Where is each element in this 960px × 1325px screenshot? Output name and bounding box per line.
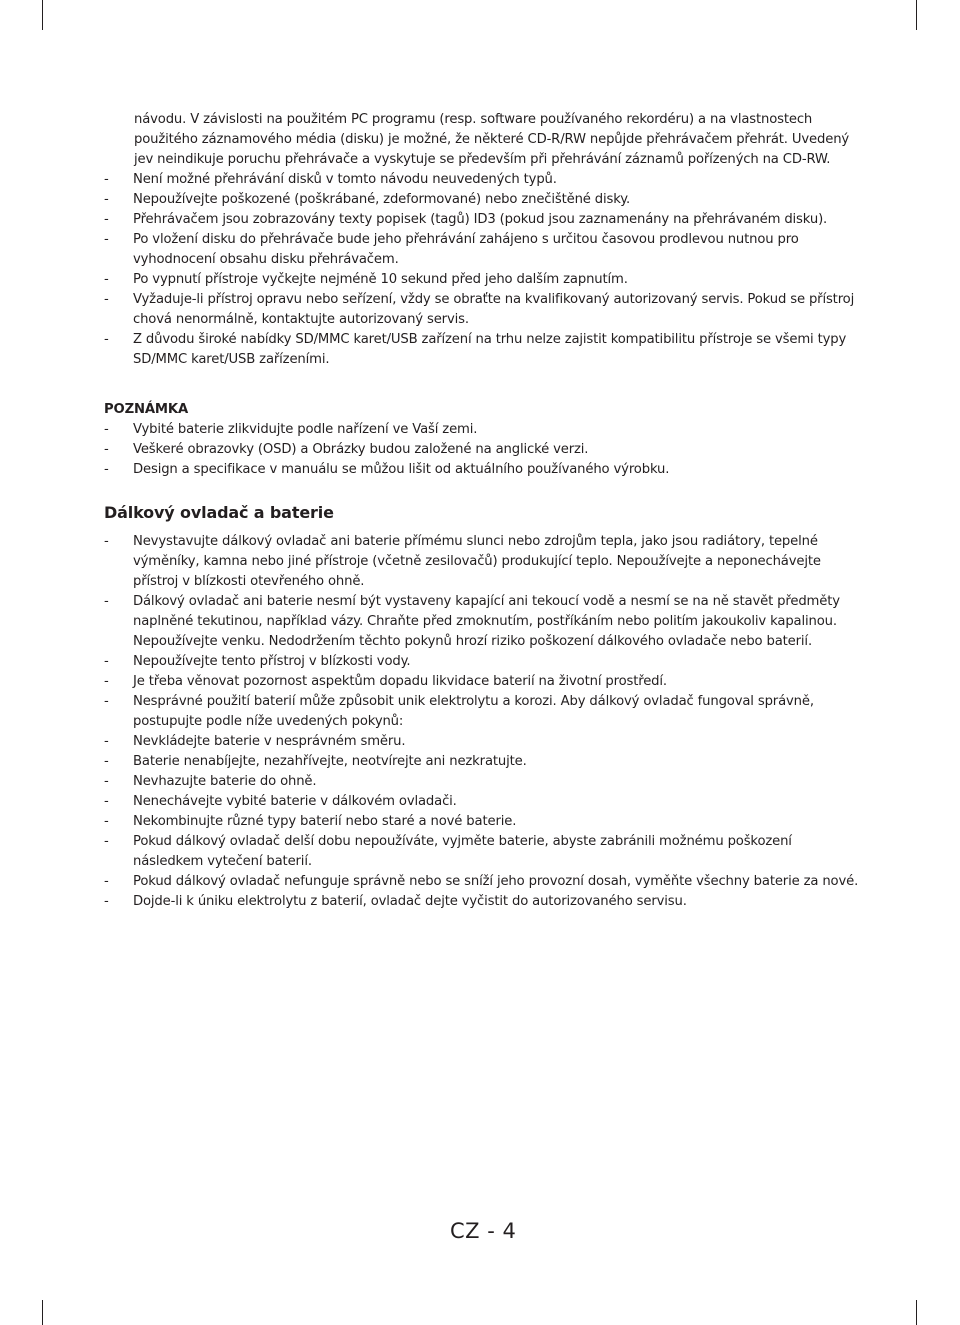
note-heading: POZNÁMKA <box>104 402 189 417</box>
crop-mark-bottom-right <box>916 1300 917 1325</box>
list-item: - Dálkový ovladač ani baterie nesmí být vystaveny kapající ani tekoucí vodě a nesmí se na ně stavět předměty naplněné tekutinou, například vázy. Chraňte před zmoknutím, postříkáním nebo politím jakoukoliv kapalinou. Nepoužívejte venku. Nedodržením těchto pokynů hrozí riziko poškození dálkového ovladače nebo baterií. <box>104 592 864 652</box>
intro-paragraph: návodu. V závislosti na použitém PC programu (resp. software používaného rekordéru) a na vlastnostech použitého záznamového média (disku) je možné, že některé CD-R/RW nepůjde přehrávačem přehrát. Uvedený jev neindikuje poruchu přehrávače a vyskytuje se především při přehrávání záznamů pořízených na CD-RW. <box>134 112 850 167</box>
page-content <box>104 110 864 912</box>
list-item: - Po vložení disku do přehrávače bude jeho přehrávání zahájeno s určitou časovou prodlevou nutnou pro vyhodnocení obsahu disku přehrávačem. <box>104 230 864 270</box>
list-item: - Nevhazujte baterie do ohně. <box>104 772 864 792</box>
list-item: - Nevkládejte baterie v nesprávném směru. <box>104 732 864 752</box>
list-item: - Veškeré obrazovky (OSD) a Obrázky budou založené na anglické verzi. <box>104 440 864 460</box>
list-item: - Z důvodu široké nabídky SD/MMC karet/USB zařízení na trhu nelze zajistit kompatibilitu přístroje se všemi typy SD/MMC karet/USB zařízeními. <box>104 330 864 370</box>
list-item: - Nepoužívejte tento přístroj v blízkosti vody. <box>104 652 864 672</box>
list-item: - Nekombinujte různé typy baterií nebo staré a nové baterie. <box>104 812 864 832</box>
section-heading-remote: Dálkový ovladač a baterie <box>104 503 334 522</box>
list-item: - Nevystavujte dálkový ovladač ani baterie přímému slunci nebo zdrojům tepla, jako jsou radiátory, tepelné výměníky, kamna nebo jiné přístroje (včetně zesilovačů) produkující teplo. Nepoužívejte a neponechávejte přístroj v blízkosti otevřeného ohně. <box>104 532 864 592</box>
page-number: CZ - 4 <box>450 1219 517 1243</box>
list-item: - Nepoužívejte poškozené (poškrábané, zdeformované) nebo znečištěné disky. <box>104 190 864 210</box>
list-item: - Design a specifikace v manuálu se můžou lišit od aktuálního používaného výrobku. <box>104 460 864 480</box>
list-item: - Není možné přehrávání disků v tomto návodu neuvedených typů. <box>104 170 864 190</box>
list-item: - Nesprávné použití baterií může způsobit unik elektrolytu a korozi. Aby dálkový ovladač fungoval správně, postupujte podle níže uvedených pokynů: <box>104 692 864 732</box>
note-list <box>104 420 864 480</box>
list-item: - Baterie nenabíjejte, nezahřívejte, neotvírejte ani nezkratujte. <box>104 752 864 772</box>
remote-list <box>104 532 864 912</box>
crop-mark-bottom-left <box>42 1300 43 1325</box>
list-item: - Nenechávejte vybité baterie v dálkovém ovladači. <box>104 792 864 812</box>
list-item: - Po vypnutí přístroje vyčkejte nejméně 10 sekund před jeho dalším zapnutím. <box>104 270 864 290</box>
intro-list <box>104 170 864 370</box>
list-item: - Dojde-li k úniku elektrolytu z baterií, ovladač dejte vyčistit do autorizovaného servisu. <box>104 892 864 912</box>
list-item: - Vyžaduje-li přístroj opravu nebo seřízení, vždy se obraťte na kvalifikovaný autorizovaný servis. Pokud se přístroj chová nenormálně, kontaktujte autorizovaný servis. <box>104 290 864 330</box>
crop-mark-top-right <box>916 0 917 30</box>
crop-mark-top-left <box>42 0 43 30</box>
list-item: - Vybité baterie zlikvidujte podle nařízení ve Vaší zemi. <box>104 420 864 440</box>
list-item: - Pokud dálkový ovladač nefunguje správně nebo se sníží jeho provozní dosah, vyměňte všechny baterie za nové. <box>104 872 864 892</box>
list-item: - Je třeba věnovat pozornost aspektům dopadu likvidace baterií na životní prostředí. <box>104 672 864 692</box>
list-item: - Pokud dálkový ovladač delší dobu nepoužíváte, vyjměte baterie, abyste zabránili možnému poškození následkem vytečení baterií. <box>104 832 864 872</box>
list-item: - Přehrávačem jsou zobrazovány texty popisek (tagů) ID3 (pokud jsou zaznamenány na přehrávaném disku). <box>104 210 864 230</box>
